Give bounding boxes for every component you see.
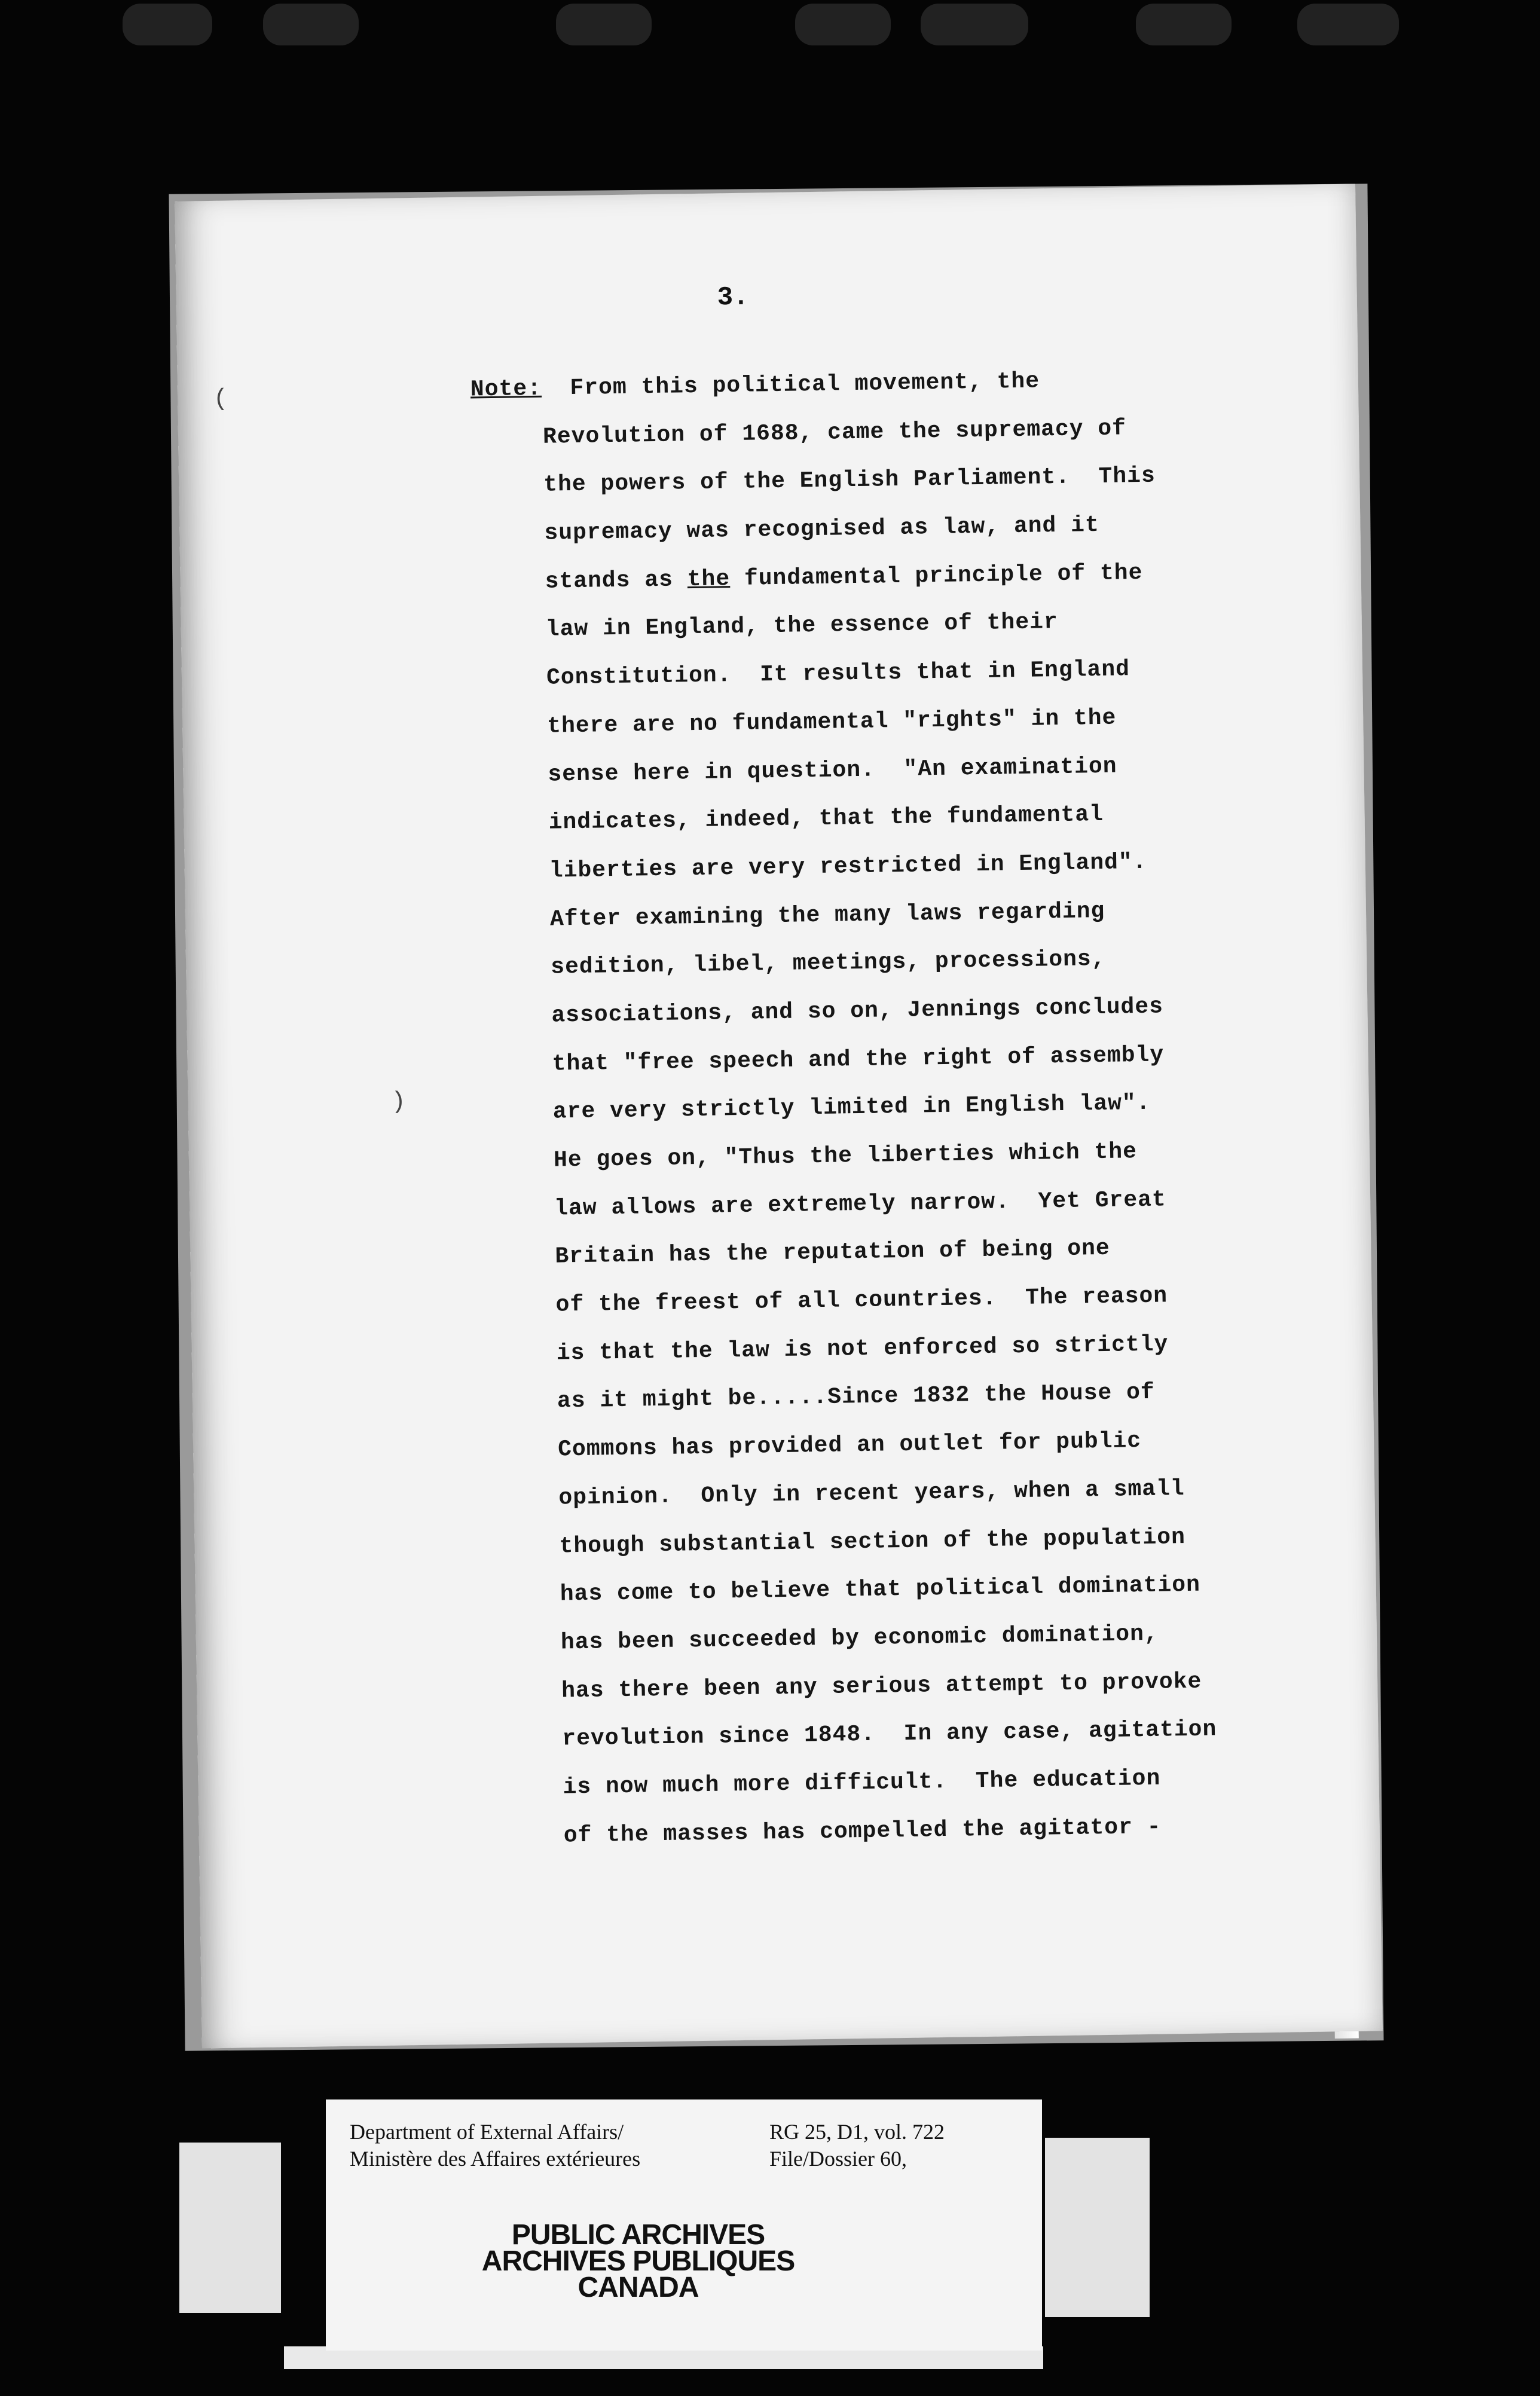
text-line: indicates, indeed, that the fundamental [548,802,1104,836]
text-line: has there been any serious attempt to provoke [561,1668,1202,1704]
document-page [175,184,1383,2049]
text-line: is now much more difficult. The education [563,1765,1161,1801]
text-line: of the masses has compelled the agitator - [563,1814,1162,1849]
text-line: Revolution of 1688, came the supremacy of [542,415,1127,450]
archives-stamp [326,2219,951,2303]
text-line: Britain has the reputation of being one [555,1236,1111,1270]
text-line: liberties are very restricted in England". [549,849,1147,884]
underlined-word: the [687,566,731,592]
text-line: sense here in question. "An examination [548,753,1117,788]
text-line: law allows are extremely narrow. Yet Great [554,1187,1167,1222]
department-fr: Ministère des Affaires extérieures [350,2147,641,2171]
text-line: associations, and so on, Jennings concludes [551,994,1164,1029]
text-line: After examining the many laws regarding [549,898,1105,933]
text-line: law in England, the essence of their [545,609,1059,643]
text-line: is that the law is not enforced so strictly [556,1331,1169,1367]
text-line: supremacy was recognised as law, and it [544,512,1100,546]
note-text-block [470,354,1329,1862]
stamp-line-country: CANADA [578,2272,699,2303]
text-line: the powers of the English Parliament. This [543,463,1156,499]
text-line: though substantial section of the population [559,1524,1186,1560]
film-perforation [556,4,652,45]
text-line: has come to believe that political domination [560,1572,1201,1607]
note-label: Note: [470,375,542,403]
text-line: are very strictly limited in English law". [552,1090,1151,1125]
text-line: Commons has provided an outlet for public [557,1428,1142,1463]
label-tab [179,2143,281,2313]
line-text: fundamental principle of the [729,560,1143,592]
line-text: From this political movement, the [570,368,1040,402]
film-perforation [1297,4,1399,45]
file-reference [769,2119,945,2172]
text-line: of the freest of all countries. The reason [555,1283,1168,1318]
film-perforation [263,4,359,45]
film-perforation [921,4,1028,45]
label-tab [1045,2138,1150,2317]
film-perforation [123,4,212,45]
page-number: 3. [717,282,749,313]
archive-label [326,2099,1042,2351]
department-en: Department of External Affairs/ [350,2120,624,2144]
line-text: stands as [545,566,688,595]
text-line: as it might be.....Since 1832 the House of [557,1380,1156,1414]
margin-mark: ) [391,1089,406,1116]
text-line: has been succeeded by economic domination, [560,1621,1159,1656]
text-line: Constitution. It results that in England [546,656,1130,691]
text-line: there are no fundamental "rights" in the [546,705,1117,739]
margin-mark: ( [213,386,228,413]
text-line: He goes on, "Thus the liberties which the [553,1139,1138,1173]
text-line: sedition, libel, meetings, processions, [550,946,1106,980]
stamp-line-fr: ARCHIVES PUBLIQUES [481,2245,795,2277]
record-group: RG 25, D1, vol. 722 [769,2120,945,2144]
text-line: that "free speech and the right of assembly [552,1042,1165,1077]
text-line: opinion. Only in recent years, when a small [558,1475,1185,1511]
department-names [350,2119,640,2172]
text-line: revolution since 1848. In any case, agitation [562,1716,1217,1752]
stamp-line-en: PUBLIC ARCHIVES [511,2219,765,2251]
film-perforation [1136,4,1232,45]
film-perforation [795,4,891,45]
file-number: File/Dossier 60, [769,2147,907,2171]
